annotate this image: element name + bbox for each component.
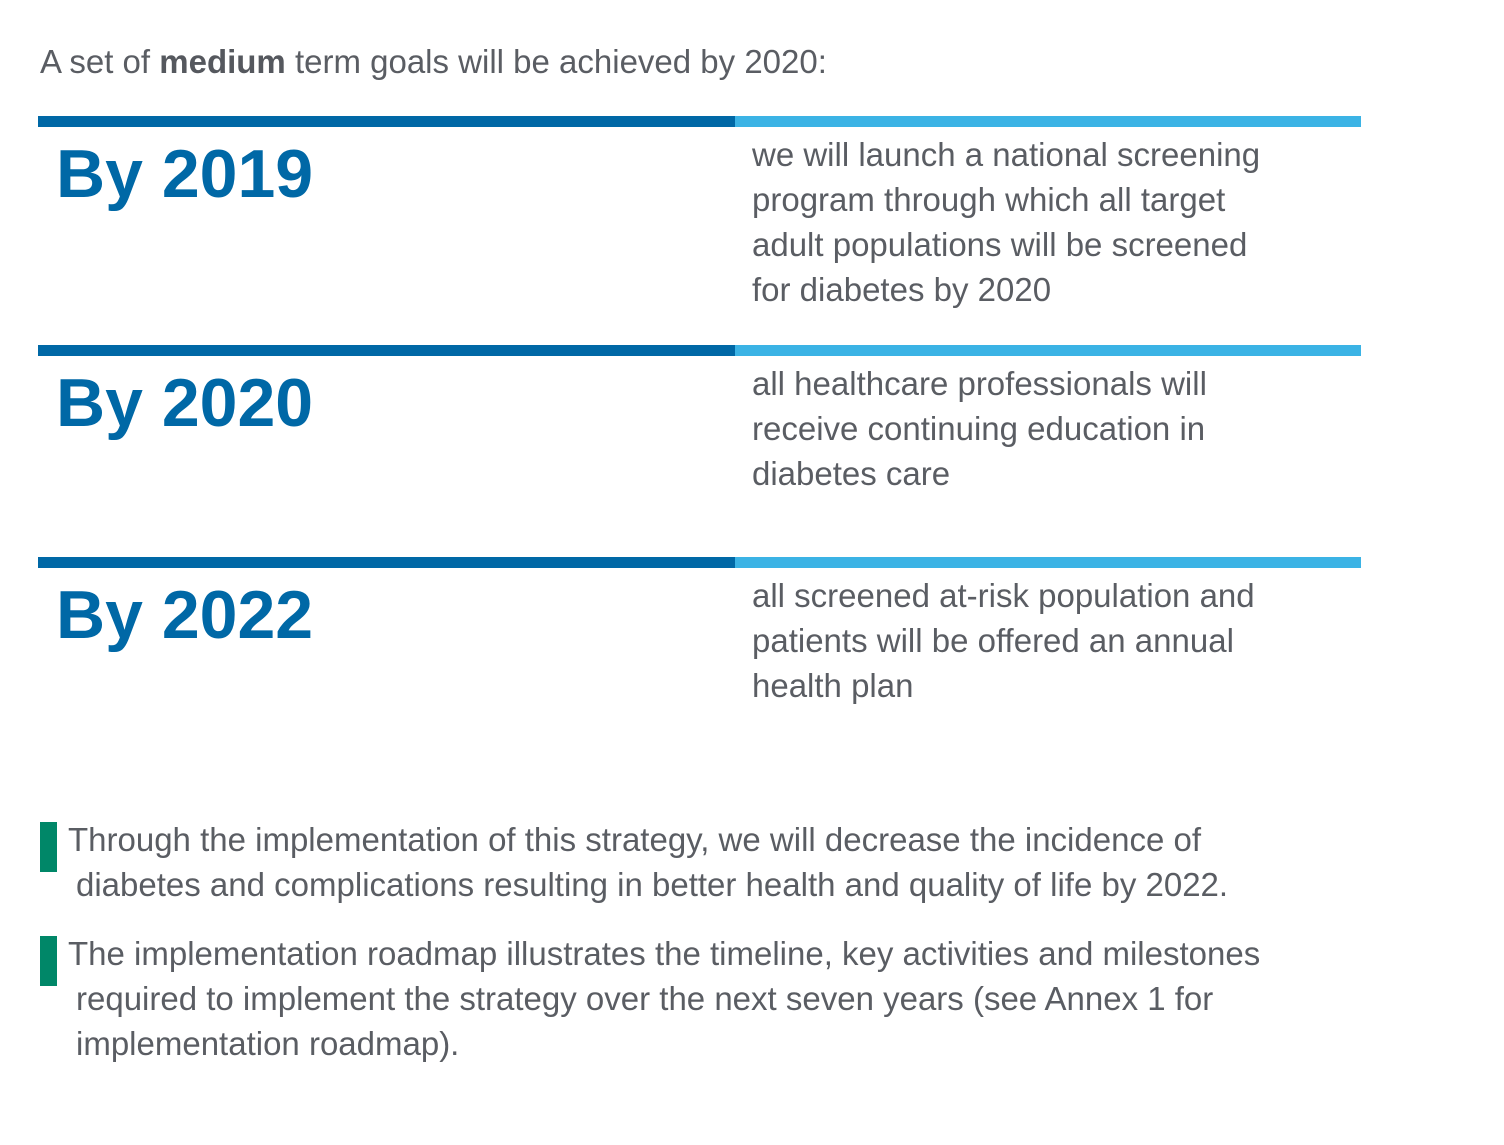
divider-dark-segment [38, 557, 735, 568]
divider-dark-segment [38, 345, 735, 356]
divider-dark-segment [38, 116, 735, 127]
goal-divider-bar [38, 345, 1361, 356]
note-text-line: required to implement the strategy over the next seven years (see Annex 1 for [76, 980, 1214, 1017]
note-marker-bar [40, 822, 57, 872]
intro-sentence [40, 42, 827, 82]
goal-description-line: receive continuing education in [752, 410, 1206, 447]
goal-description-line: health plan [752, 667, 914, 704]
intro-bold-word: medium [159, 43, 286, 80]
note-text-line: diabetes and complications resulting in better health and quality of life by 2022. [76, 866, 1229, 903]
note-text-line: implementation roadmap). [76, 1025, 460, 1062]
goal-description-line: adult populations will be screened [752, 226, 1248, 263]
goal-description-line: we will launch a national screening [752, 136, 1261, 173]
goal-description-line: all screened at-risk population and [752, 577, 1255, 614]
note-text-line: The implementation roadmap illustrates the timeline, key activities and milestones [68, 935, 1261, 972]
intro-prefix: A set of [40, 43, 160, 80]
divider-light-segment [735, 557, 1361, 568]
goal-description-line: program through which all target [752, 181, 1226, 218]
goal-year-heading: By 2022 [56, 577, 314, 653]
goal-year-heading: By 2019 [56, 136, 314, 212]
goal-description-line: for diabetes by 2020 [752, 271, 1052, 308]
goal-description-line: patients will be offered an annual [752, 622, 1234, 659]
note-marker-bar [40, 936, 57, 986]
intro-suffix: term goals will be achieved by 2020: [285, 43, 827, 80]
goal-divider-bar [38, 557, 1361, 568]
note-text [68, 931, 1460, 1066]
goal-year-heading: By 2020 [56, 365, 314, 441]
divider-light-segment [735, 116, 1361, 127]
goal-description [752, 573, 1352, 708]
goal-description [752, 361, 1352, 496]
goal-divider-bar [38, 116, 1361, 127]
note-text [68, 817, 1460, 907]
goal-description-line: diabetes care [752, 455, 951, 492]
goal-description-line: all healthcare professionals will [752, 365, 1207, 402]
note-text-line: Through the implementation of this strategy, we will decrease the incidence of [68, 821, 1201, 858]
divider-light-segment [735, 345, 1361, 356]
goal-description [752, 132, 1352, 312]
